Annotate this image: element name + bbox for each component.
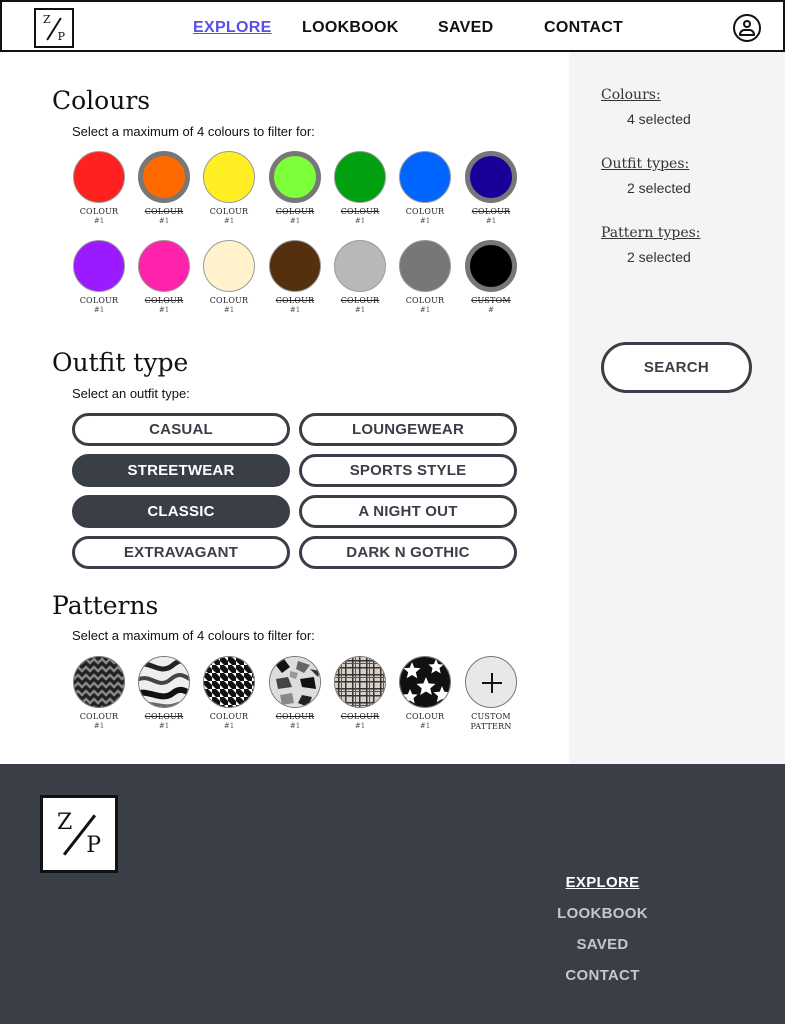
colour-swatch-label: COLOUR bbox=[144, 207, 184, 216]
pattern-label: COLOUR bbox=[79, 712, 119, 721]
footer-nav-lookbook[interactable]: LOOKBOOK bbox=[557, 905, 648, 922]
custom-pattern-label-1: CUSTOM bbox=[471, 712, 511, 721]
colour-swatch-label: COLOUR bbox=[340, 296, 380, 305]
colour-swatch-number: #1 bbox=[158, 306, 170, 314]
colour-swatch bbox=[269, 151, 321, 203]
colour-swatch-label: COLOUR bbox=[79, 296, 119, 305]
pattern-number: #1 bbox=[158, 722, 170, 730]
colour-swatch bbox=[203, 151, 255, 203]
colour-swatch bbox=[138, 151, 190, 203]
footer-nav-explore[interactable]: EXPLORE bbox=[565, 874, 640, 891]
colour-swatch bbox=[203, 240, 255, 292]
brand-logo[interactable] bbox=[34, 8, 74, 48]
filter-summary-sidebar bbox=[569, 52, 785, 764]
colour-swatch-option[interactable] bbox=[202, 240, 256, 315]
add-pattern-icon bbox=[465, 656, 517, 708]
nav-lookbook[interactable]: LOOKBOOK bbox=[302, 19, 399, 36]
pattern-label: COLOUR bbox=[275, 712, 315, 721]
colour-swatch bbox=[138, 240, 190, 292]
footer-nav-contact[interactable]: CONTACT bbox=[565, 967, 640, 984]
colour-swatch bbox=[399, 151, 451, 203]
summary-pattern-label: Pattern types: bbox=[601, 225, 701, 241]
colour-swatch-label: COLOUR bbox=[405, 296, 445, 305]
colour-swatch-number: #1 bbox=[158, 217, 170, 225]
pattern-number: #1 bbox=[93, 722, 105, 730]
pattern-option-plaid[interactable] bbox=[333, 656, 387, 731]
colour-swatch-option[interactable] bbox=[72, 240, 126, 315]
custom-pattern-label-2: PATTERN bbox=[470, 722, 512, 731]
footer-logo-p: P bbox=[86, 833, 101, 858]
pattern-option-stars[interactable] bbox=[398, 656, 452, 731]
houndstooth-pattern-swatch bbox=[203, 656, 255, 708]
outfit-option-casual[interactable]: CASUAL bbox=[72, 413, 290, 446]
colour-swatch-number: #1 bbox=[289, 217, 301, 225]
colour-swatch-label: COLOUR bbox=[209, 296, 249, 305]
colour-swatch-number: #1 bbox=[485, 217, 497, 225]
pattern-number: #1 bbox=[223, 722, 235, 730]
colour-swatch bbox=[465, 240, 517, 292]
camo-pattern-swatch bbox=[269, 656, 321, 708]
footer-logo-z: Z bbox=[57, 810, 73, 835]
summary-outfit-value: 2 selected bbox=[627, 180, 691, 196]
colour-swatch-option[interactable] bbox=[268, 240, 322, 315]
colour-swatch-label: CUSTOM bbox=[471, 296, 511, 305]
colour-swatch-number: #1 bbox=[419, 306, 431, 314]
colour-swatch-option[interactable] bbox=[333, 240, 387, 315]
colour-swatch-label: COLOUR bbox=[144, 296, 184, 305]
colour-swatch-number: #1 bbox=[223, 217, 235, 225]
nav-saved[interactable]: SAVED bbox=[438, 19, 494, 36]
colours-heading: Colours bbox=[52, 86, 151, 115]
pattern-option-camo[interactable] bbox=[268, 656, 322, 731]
pattern-option-houndstooth[interactable] bbox=[202, 656, 256, 731]
top-header bbox=[0, 0, 785, 52]
nav-explore[interactable]: EXPLORE bbox=[193, 19, 272, 36]
pattern-label: COLOUR bbox=[209, 712, 249, 721]
colour-swatch-option[interactable] bbox=[398, 151, 452, 226]
outfit-option-loungewear[interactable]: LOUNGEWEAR bbox=[299, 413, 517, 446]
outfit-option-streetwear[interactable]: STREETWEAR bbox=[72, 454, 290, 487]
colours-instructions: Select a maximum of 4 colours to filter for: bbox=[72, 124, 315, 139]
search-button[interactable]: SEARCH bbox=[601, 342, 752, 393]
colour-swatch-number: # bbox=[488, 306, 494, 314]
colour-swatch bbox=[399, 240, 451, 292]
pattern-label: COLOUR bbox=[340, 712, 380, 721]
colour-swatch bbox=[465, 151, 517, 203]
colour-swatch-option[interactable] bbox=[464, 151, 518, 226]
colour-swatch-option[interactable] bbox=[398, 240, 452, 315]
pattern-label: COLOUR bbox=[405, 712, 445, 721]
colour-swatch-option[interactable] bbox=[202, 151, 256, 226]
outfit-option-classic[interactable]: CLASSIC bbox=[72, 495, 290, 528]
colour-swatch-number: #1 bbox=[223, 306, 235, 314]
marble-pattern-swatch bbox=[138, 656, 190, 708]
colour-swatch bbox=[334, 151, 386, 203]
outfit-option-sports-style[interactable]: SPORTS STYLE bbox=[299, 454, 517, 487]
outfit-option-extravagant[interactable]: EXTRAVAGANT bbox=[72, 536, 290, 569]
colour-swatch-label: COLOUR bbox=[471, 207, 511, 216]
colour-swatch-label: COLOUR bbox=[340, 207, 380, 216]
nav-contact[interactable]: CONTACT bbox=[544, 19, 624, 36]
colour-swatch-label: COLOUR bbox=[275, 296, 315, 305]
chevron-pattern-swatch bbox=[73, 656, 125, 708]
footer-nav-saved[interactable]: SAVED bbox=[576, 936, 629, 953]
colour-swatch-option[interactable] bbox=[137, 240, 191, 315]
summary-colours-label: Colours: bbox=[601, 87, 661, 103]
patterns-heading: Patterns bbox=[52, 591, 159, 620]
colour-swatch-option[interactable] bbox=[333, 151, 387, 226]
logo-letter-z: Z bbox=[43, 13, 51, 26]
outfit-option-a-night-out[interactable]: A NIGHT OUT bbox=[299, 495, 517, 528]
pattern-number: #1 bbox=[419, 722, 431, 730]
pattern-label: COLOUR bbox=[144, 712, 184, 721]
colour-swatch-number: #1 bbox=[93, 306, 105, 314]
colour-swatch-label: COLOUR bbox=[275, 207, 315, 216]
pattern-option-chevron[interactable] bbox=[72, 656, 126, 731]
custom-pattern-button[interactable] bbox=[464, 656, 518, 732]
outfit-option-dark-n-gothic[interactable]: DARK N GOTHIC bbox=[299, 536, 517, 569]
summary-outfit-label: Outfit types: bbox=[601, 156, 690, 172]
colour-swatch-number: #1 bbox=[419, 217, 431, 225]
pattern-option-marble[interactable] bbox=[137, 656, 191, 731]
summary-colours-value: 4 selected bbox=[627, 111, 691, 127]
patterns-instructions: Select a maximum of 4 colours to filter for: bbox=[72, 628, 315, 643]
pattern-number: #1 bbox=[354, 722, 366, 730]
colour-swatch-number: #1 bbox=[354, 306, 366, 314]
pattern-number: #1 bbox=[289, 722, 301, 730]
colour-swatch-number: #1 bbox=[289, 306, 301, 314]
stars-pattern-swatch bbox=[399, 656, 451, 708]
plaid-pattern-swatch bbox=[334, 656, 386, 708]
colour-swatch-number: #1 bbox=[93, 217, 105, 225]
colour-swatch bbox=[73, 240, 125, 292]
outfit-instructions: Select an outfit type: bbox=[72, 386, 190, 401]
colour-swatch bbox=[269, 240, 321, 292]
colour-swatch-option[interactable] bbox=[137, 151, 191, 226]
logo-letter-p: P bbox=[57, 30, 65, 43]
summary-pattern-value: 2 selected bbox=[627, 249, 691, 265]
colour-swatch bbox=[334, 240, 386, 292]
colour-swatch-number: #1 bbox=[354, 217, 366, 225]
colour-swatch-label: COLOUR bbox=[79, 207, 119, 216]
footer-logo[interactable] bbox=[40, 795, 118, 873]
colour-swatch-option[interactable] bbox=[268, 151, 322, 226]
account-icon[interactable] bbox=[733, 14, 761, 42]
colour-swatch-label: COLOUR bbox=[405, 207, 445, 216]
colour-swatch-option[interactable] bbox=[464, 240, 518, 315]
outfit-heading: Outfit type bbox=[52, 348, 189, 377]
colour-swatch-option[interactable] bbox=[72, 151, 126, 226]
colour-swatch-label: COLOUR bbox=[209, 207, 249, 216]
site-footer bbox=[0, 764, 785, 1024]
colour-swatch bbox=[73, 151, 125, 203]
